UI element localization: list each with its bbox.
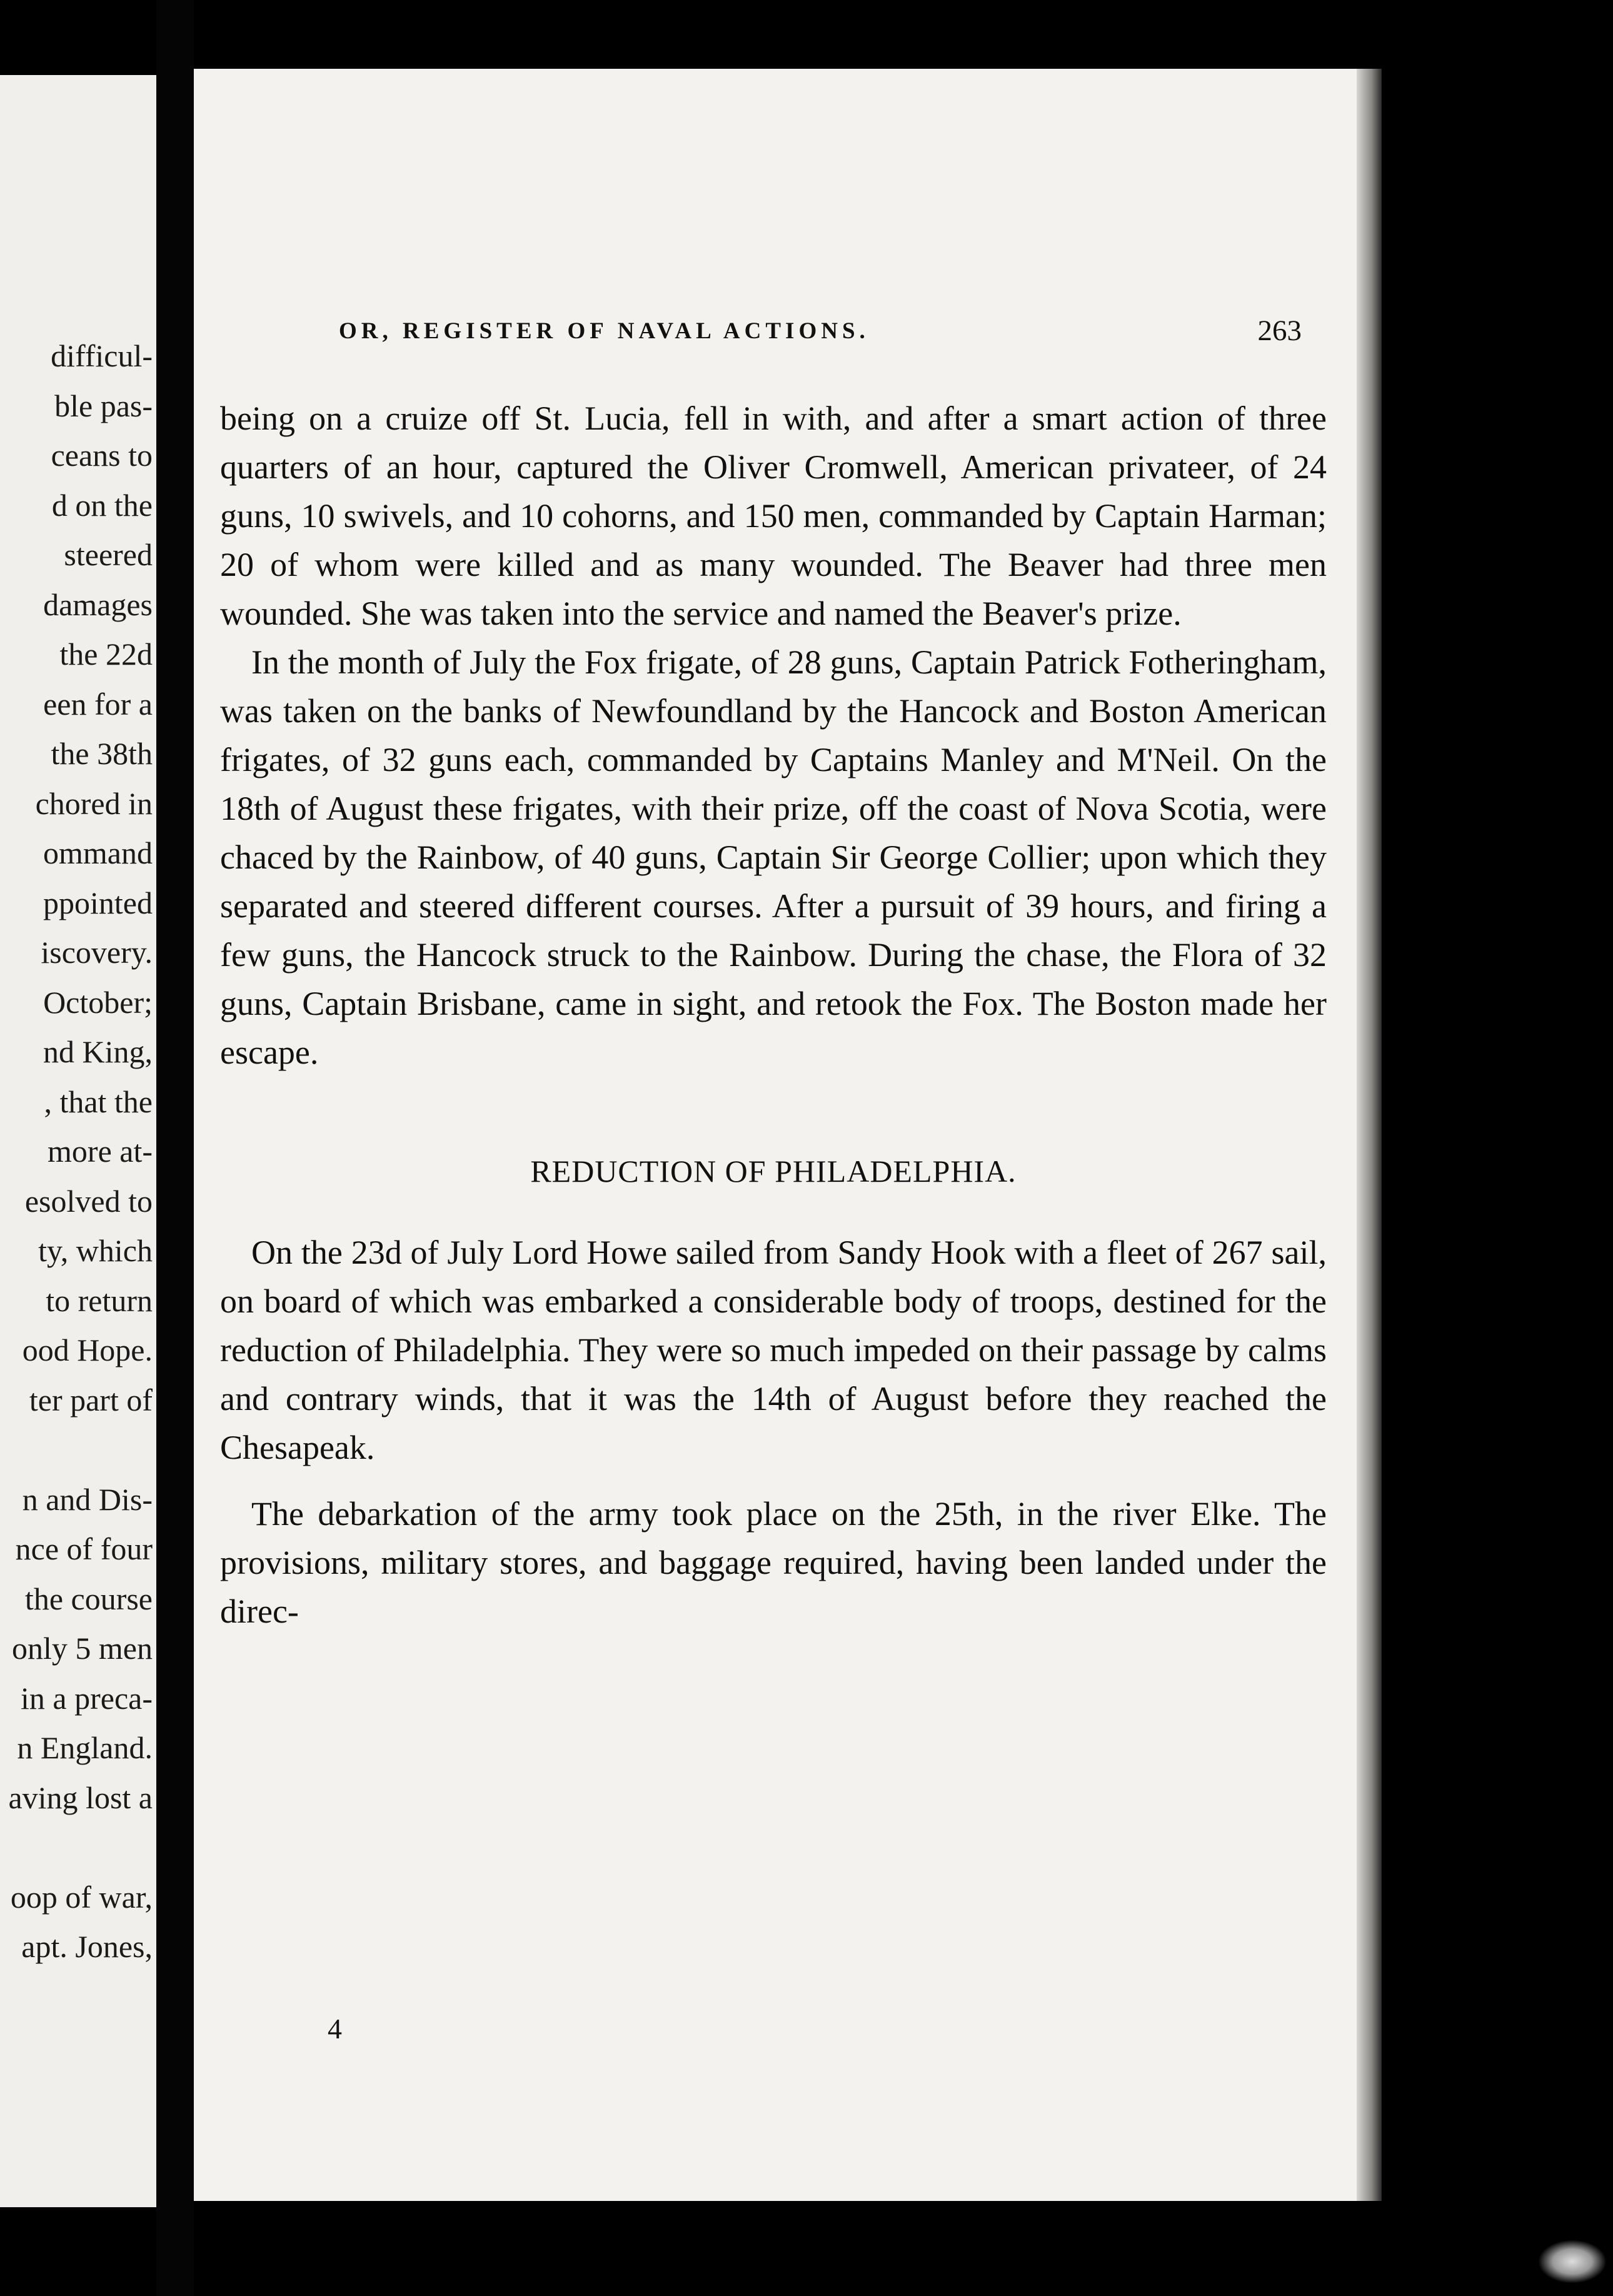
- facing-page-line: nce of four: [15, 1531, 153, 1566]
- signature-mark: 4: [328, 2013, 342, 2045]
- facing-page-line: nd King,: [43, 1034, 153, 1069]
- facing-page-line: ood Hope.: [22, 1332, 153, 1367]
- facing-page-line: steered: [64, 537, 153, 572]
- facing-page-line: to return: [46, 1282, 153, 1318]
- running-title: OR, REGISTER OF NAVAL ACTIONS.: [339, 318, 870, 344]
- facing-page-line: ommand: [43, 835, 153, 870]
- page-number: 263: [1257, 315, 1302, 347]
- paragraph-4: The debarkation of the army took place on the 25th, in the river Elke. The provisions, military stores, and baggage required, having been landed under the direc-: [220, 1495, 1327, 1630]
- facing-page-line: more at-: [48, 1134, 153, 1169]
- facing-page-line: oop of war,: [10, 1879, 153, 1915]
- page-edge: [1357, 69, 1382, 2201]
- paragraph-1: being on a cruize off St. Lucia, fell in with, and after a smart action of three quarters of an hour, captured the Oliver Cromwell, American privateer, of 24 guns, 10 swivels, and 10 cohorns, and 150 men, commanded by Captain Harman; 20 of whom were killed and as many wounded. The Beaver had three men wounded. She was taken into the service and named the Beaver's prize.: [220, 400, 1327, 632]
- paragraph-3: On the 23d of July Lord Howe sailed from Sandy Hook with a fleet of 267 sail, on board of which was embarked a considerable body of troops, destined for the reduction of Philadelphia. They were so much impeded on their passage by calms and contrary winds, that it was the 14th of August before they reached the Chesapeak.: [220, 1234, 1327, 1466]
- facing-page-line: the course: [24, 1581, 153, 1616]
- facing-page-line: October;: [43, 984, 153, 1020]
- scan-artifact: [1538, 2240, 1607, 2283]
- section-heading: REDUCTION OF PHILADELPHIA.: [530, 1154, 1017, 1189]
- book-page: [194, 69, 1357, 2201]
- facing-page-line: ter part of: [29, 1382, 153, 1417]
- facing-page-line: d on the: [51, 487, 153, 523]
- facing-page-line: ceans to: [51, 438, 153, 473]
- facing-page-line: ty, which: [38, 1233, 153, 1268]
- facing-page-line: esolved to: [24, 1183, 153, 1219]
- facing-page-line: , that the: [44, 1084, 153, 1119]
- body-text: [220, 394, 1327, 1636]
- facing-page-line: een for a: [43, 686, 153, 722]
- facing-page-line: chored in: [35, 785, 153, 821]
- page-header: [194, 315, 1357, 355]
- facing-page-fragment: [0, 75, 156, 2207]
- facing-page-line: in a preca-: [21, 1680, 153, 1716]
- book-gutter: [156, 0, 194, 2296]
- facing-page-line: the 22d: [59, 637, 153, 672]
- facing-page-line: damages: [43, 587, 153, 622]
- paragraph-2: In the month of July the Fox frigate, of 28 guns, Captain Patrick Fotheringham, was taken on the banks of Newfoundland by the Hancock and Boston American frigates, of 32 guns each, commanded by Captains Manley and M'Neil. On the 18th of August these frigates, with their prize, off the coast of Nova Scotia, were chaced by the Rainbow, of 40 guns, Captain Sir George Collier; upon which they separated and steered different courses. After a pursuit of 39 hours, and firing a few guns, the Hancock struck to the Rainbow. During the chase, the Flora of 32 guns, Captain Brisbane, came in sight, and retook the Fox. The Boston made her escape.: [220, 643, 1327, 1071]
- facing-page-line: ppointed: [43, 885, 153, 920]
- facing-page-line: [0, 1823, 153, 1873]
- facing-page-line: only 5 men: [12, 1631, 153, 1666]
- facing-page-line: ble pas-: [54, 388, 153, 423]
- facing-page-line: [0, 1425, 153, 1475]
- facing-page-line: difficul-: [51, 338, 153, 373]
- facing-page-text: [0, 331, 153, 1972]
- facing-page-line: n and Dis-: [22, 1481, 153, 1517]
- facing-page-line: aving lost a: [8, 1780, 153, 1815]
- facing-page-line: the 38th: [51, 736, 153, 771]
- facing-page-line: iscovery.: [41, 935, 153, 970]
- facing-page-line: n England.: [17, 1730, 153, 1765]
- facing-page-line: apt. Jones,: [21, 1929, 153, 1964]
